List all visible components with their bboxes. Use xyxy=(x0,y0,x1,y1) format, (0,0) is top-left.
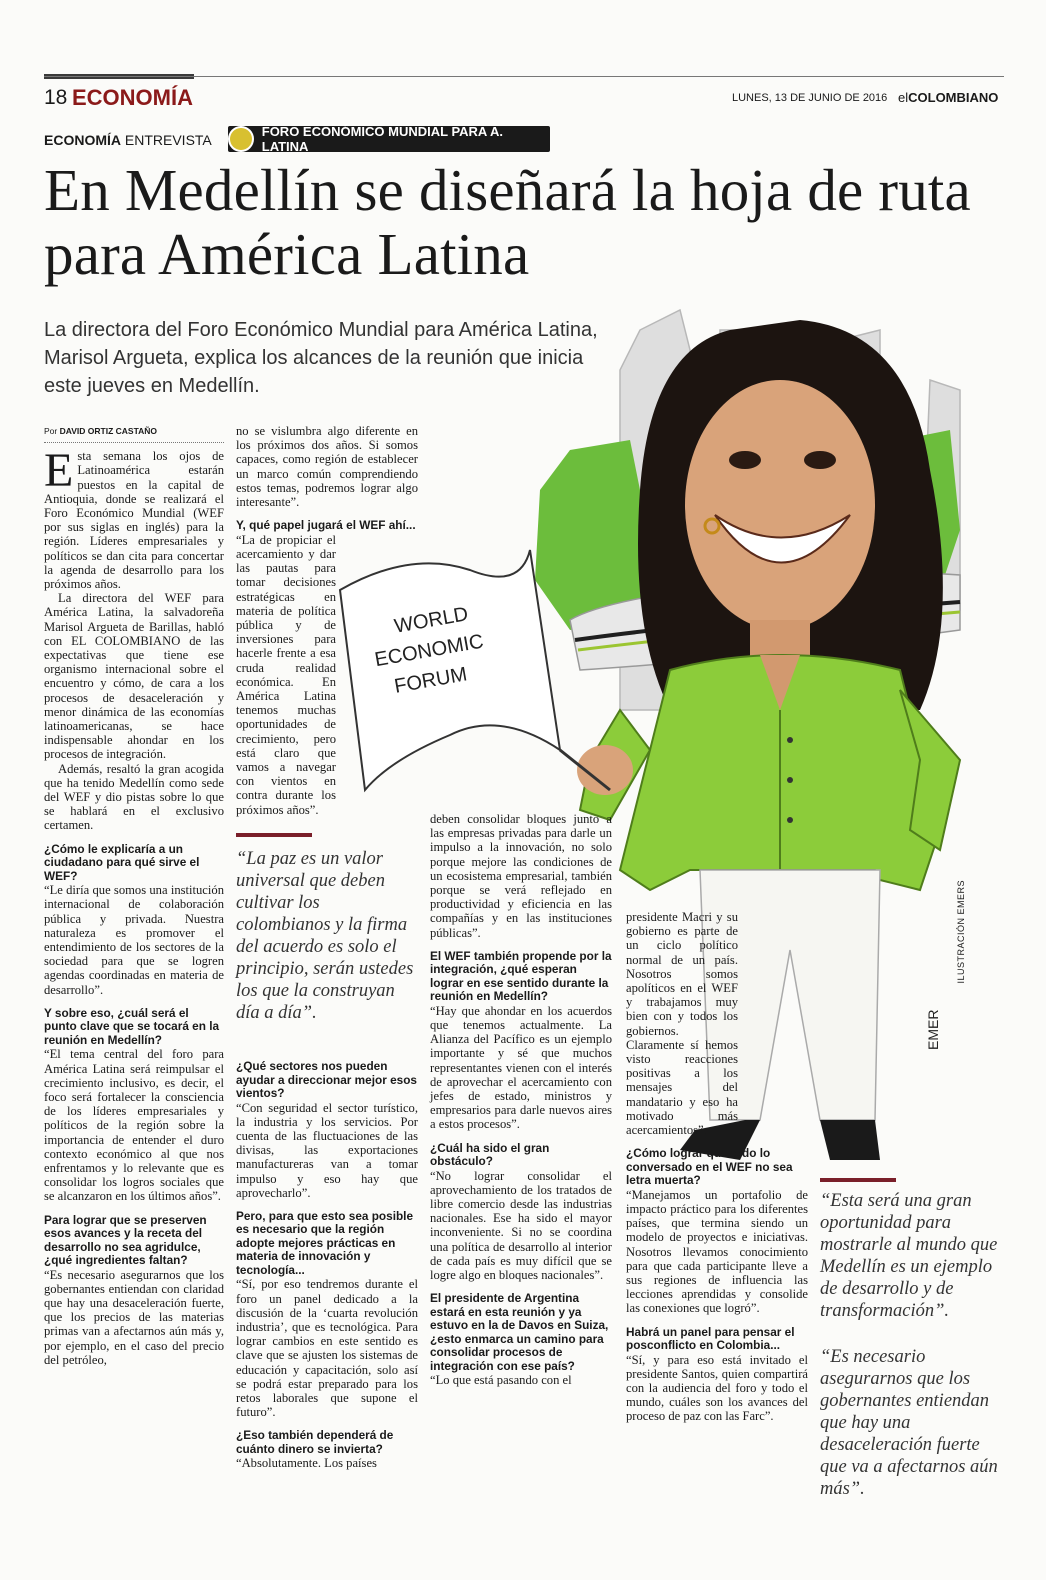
byline-author: DAVID ORTIZ CASTAÑO xyxy=(59,426,158,436)
illustration-credit: ILUSTRACIÓN EMERS xyxy=(956,880,966,984)
col4-question-1: ¿Cómo lograr que todo lo conversado en el WEF no sea letra muerta? xyxy=(626,1146,793,1188)
kicker-type: ENTREVISTA xyxy=(124,132,212,148)
pull-quote-3: “Es necesario asegurarnos que los gobernantes entiendan que hay una desaceleración fuerte que va a afectarnos aún más”. xyxy=(820,1347,998,1499)
col1-question-1: ¿Cómo le explicaría a un ciudadano para qué sirve el WEF? xyxy=(44,841,200,883)
issue-date: LUNES, 13 DE JUNIO DE 2016 xyxy=(732,92,888,104)
face xyxy=(685,380,875,630)
drop-cap: E xyxy=(44,444,74,498)
col3-paragraph-1: deben consolidar bloques junto a las empresas privadas para darle un impulso a la innovación, no solo porque mejore las condiciones de un ecosistema empresarial, también porque se verá reflejado en productividad y eficiencia en las compañías y en las instituciones públicas”. xyxy=(430,812,612,940)
byline xyxy=(44,424,224,443)
col2-answer-1: “La de propiciar el acercamiento y dar las pautas para tomar decisiones estratégicas en materia de política pública y de inversiones para hacerle frente a esa cruda realidad económica. En América Latina tenemos muchas oportunidades de crecimiento, pero está claro que vamos a navegar con vientos en contra durante los próximos años”. xyxy=(236,532,336,817)
col3-answer-2: “No lograr consolidar el aprovechamiento de los tratados de libre comercio desde las industrias nacionales. Ese ha sido el mayor inconveniente. Si no se coordina una política de desarrollo al interior de cada país es muy difícil que se logre algo en bloques nacionales”. xyxy=(430,1168,612,1283)
headline: En Medellín se diseñará la hoja de ruta para América Latina xyxy=(44,157,971,287)
col3-answer-3: “Lo que está pasando con el xyxy=(430,1373,572,1388)
column-2 xyxy=(236,424,418,817)
paper-prefix: el xyxy=(898,90,909,105)
col4-question-2: Habrá un panel para pensar el posconflicto en Colombia... xyxy=(626,1324,795,1353)
forum-badge xyxy=(228,126,550,152)
col4-paragraph-1: presidente Macri y su gobierno es parte de un ciclo político normal de un país. Nosotros somos apolíticos en el WEF y trabajamos muy bien con y todos los gobiernos. Claramente sí hemos visto reacciones positivas a los mensajes del mandatario y eso ha motivado más acercamientos”. xyxy=(626,910,738,1138)
col1-answer-1: “Le diría que somos una institución internacional de colaboración pública y privada. Nuestra naturaleza es promover el entendimiento de los sectores de la sociedad para que se logren agendas coordinadas en materia de desarrollo”. xyxy=(44,883,224,997)
col3-answer-1: “Hay que ahondar en los acuerdos que tenemos actualmente. La Alianza del Pacífico es un ejemplo importante y sé que muchos representantes vienen con el interés de aprovechar el acercamiento con jefes de estado, ministros y empresarios para darle nuevos aires a estos procesos”. xyxy=(430,1003,612,1132)
column-4 xyxy=(626,910,808,1424)
byline-prefix: Por xyxy=(44,426,58,436)
artist-signature: EMER xyxy=(925,1009,941,1050)
col2-answer-2: “Con seguridad el sector turístico, la industria y los servicios. Por cuenta de las fluctuaciones de las divisas, las exportaciones manufactureras van a tomar impulso y eso hay que aprovecharlo”. xyxy=(236,1100,418,1200)
col1-question-2: Y sobre eso, ¿cuál será el punto clave que se tocará en la reunión en Medellín? xyxy=(44,1005,220,1047)
header-rule xyxy=(44,76,1004,77)
col1-paragraph-3: Además, resaltó la gran acogida que ha tenido Medellín como sede del WEF y dio pistas sobre lo que se hablará en el exclusivo certamen. xyxy=(44,761,224,833)
section-title: ECONOMÍA xyxy=(72,85,193,110)
flag-line-3: FORUM xyxy=(392,663,469,698)
col1-question-3: Para lograr que se preserven esos avances y la receta del desarrollo no sea agridulce, ¿qué ingredientes faltan? xyxy=(44,1212,207,1268)
col2-answer-4: “Absolutamente. Los países xyxy=(236,1456,377,1471)
col3-question-3: El presidente de Argentina estará en esta reunión y ya estuvo en la de Davos en Suiza, ¿esto enmarca un camino para consolidar procesos de integración con ese país? xyxy=(430,1291,609,1373)
forum-badge-label: FORO ECONÓMICO MUNDIAL PARA A. LATINA xyxy=(261,124,503,154)
column-2-lower xyxy=(236,1050,418,1471)
col1-paragraph-1: sta semana los ojos de Latinoamérica estarán puestos en la capital de Antioquia, donde se realizará el Foro Económico Mundial (WEF por sus siglas en inglés) para la región. Líderes empresariales y políticos se dan cita para concertar la agenda de desarrollo para los próximos años. xyxy=(44,449,224,592)
paper-title: COLOMBIANO xyxy=(908,90,999,105)
kicker-section: ECONOMÍA xyxy=(44,132,121,148)
pull-quote-bar-2 xyxy=(820,1178,896,1182)
newspaper-name xyxy=(898,90,998,105)
deck: La directora del Foro Económico Mundial para América Latina, Marisol Argueta, explica los alcances de la reunión que inicia este jueves en Medellín. xyxy=(44,319,598,397)
col4-answer-1: “Manejamos un portafolio de impacto práctico para los diferentes países, que termina siendo un modelo de proyectos e iniciativas. Nosotros llevamos conocimiento para que cada participante lleve a sus regiones de influencia las lecciones aprendidas y consolide las conexiones que logró”. xyxy=(626,1187,808,1316)
flag-line-1: WORLD xyxy=(392,603,470,638)
globe-icon xyxy=(228,126,254,152)
col2-question-2: ¿Qué sectores nos pueden ayudar a direccionar mejor esos vientos? xyxy=(236,1059,417,1100)
col1-answer-3: “Es necesario asegurarnos que los gobernantes entiendan con claridad que hay una desaceleración fuerte, que los precios de las materias primas van a afectarnos aún más y, por ejemplo, en el caso del precio del petróleo, xyxy=(44,1267,224,1367)
column-3 xyxy=(430,812,612,1387)
col2-question-4: ¿Eso también dependerá de cuánto dinero se invierta? xyxy=(236,1428,394,1456)
col4-answer-2: “Sí, y para eso está invitado el presidente Santos, quien compartirá con la audiencia del foro y todo el mundo, cuáles son los avances del proceso de paz con las Farc”. xyxy=(626,1352,808,1424)
kicker xyxy=(44,132,212,148)
col2-question-1: Y, qué papel jugará el WEF ahí... xyxy=(236,518,416,533)
col3-question-1: El WEF también propende por la integración, ¿qué esperan lograr en ese sentido durante la reunión en Medellín? xyxy=(430,948,612,1004)
col3-question-2: ¿Cuál ha sido el gran obstáculo? xyxy=(430,1140,550,1169)
col1-answer-2: “El tema central del foro para América Latina será reimpulsar el crecimiento inclusivo, es decir, el foco será fortalecer la consciencia de los líderes empresariales y políticos de la región sobre la importancia de entender el duro contexto económico al que nos enfrentamos y lo relevante que es consolidar los logros sociales que se alcanzaron en los últimos años”. xyxy=(44,1047,224,1204)
page-number: 18 xyxy=(44,86,68,109)
col2-paragraph-1: no se vislumbra algo diferente en los próximos dos años. Si somos capaces, como región de establecer un marco común comprendiendo estos temas, podremos lograr algo interesante”. xyxy=(236,424,418,510)
column-1 xyxy=(44,424,224,1367)
shoe-right xyxy=(820,1120,880,1160)
col2-answer-3: “Sí, por eso tendremos durante el foro un panel dedicado a la discusión de la ‘cuarta revolución industria’, que es tecnológica. Para lograr cambios en este sentido es clave que se ajusten los sistemas de educación y capacitación, solo así se podrá estar preparado para los retos laborales que supone el futuro”. xyxy=(236,1277,418,1420)
pull-quote-1: “La paz es un valor universal que deben cultivar los colombianos y la firma del acuerdo es solo el principio, serán ustedes los que la construyan día a día”. xyxy=(236,849,414,1023)
pull-quote-bar-1 xyxy=(236,833,312,837)
flag-line-2: ECONOMIC xyxy=(373,630,486,672)
col2-question-3: Pero, para que esto sea posible es necesario que la región adopte mejores prácticas en materia de innovación y tecnología... xyxy=(236,1208,414,1277)
pull-quote-2: “Esta será una gran oportunidad para mostrarle al mundo que Medellín es un ejemplo de desarrollo y de transformación”. xyxy=(820,1191,998,1321)
col1-paragraph-2: La directora del WEF para América Latina, la salvadoreña Marisol Argueta de Barillas, habló con EL COLOMBIANO de las expectativas que tiene ese organismo internacional sobre el encuentro y cómo, de cara a los procesos de desaceleración y menor dinámica de las economías latinoamericanas, se hace indispensable ahondar en los procesos de integración. xyxy=(44,591,224,762)
